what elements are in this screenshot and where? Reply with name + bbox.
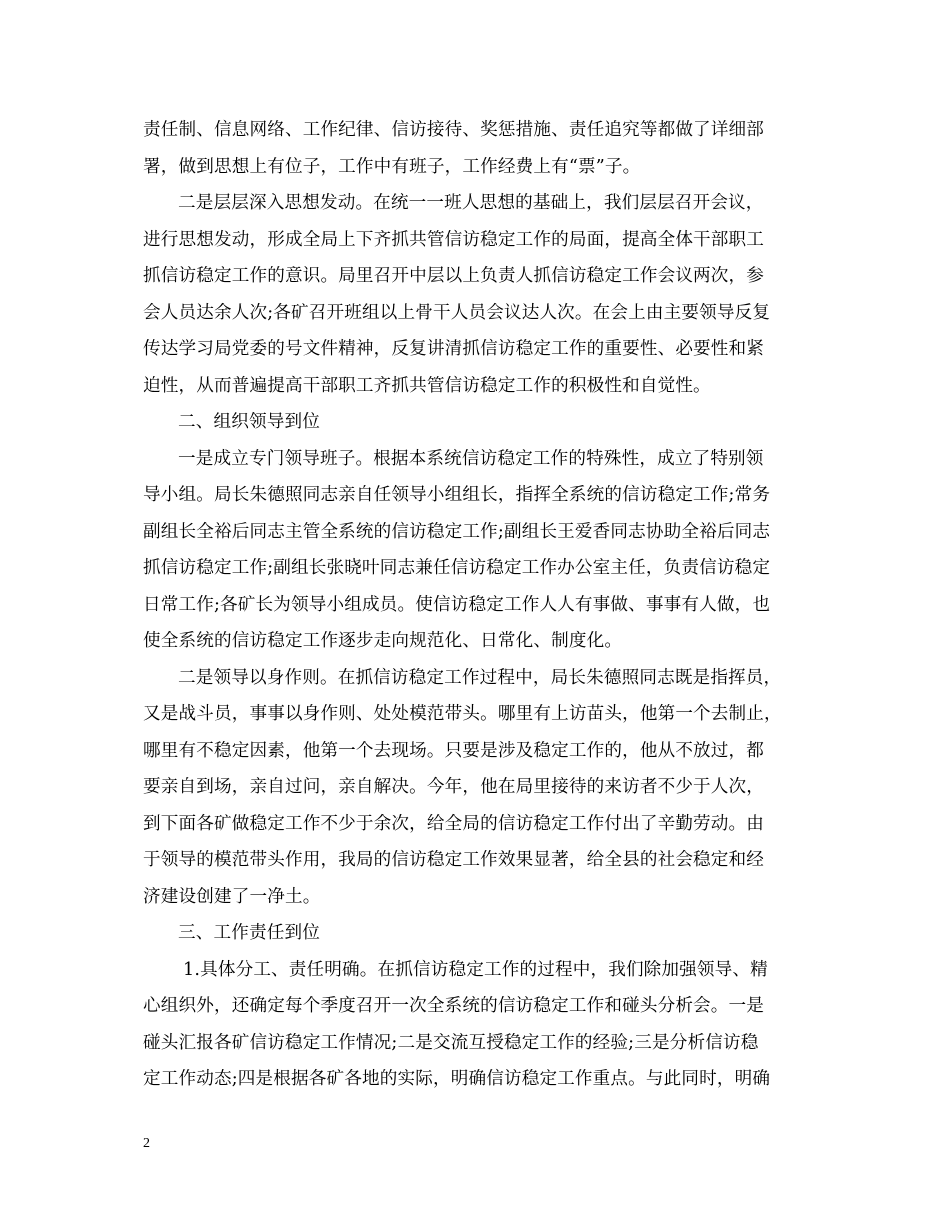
text-line: 三、工作责任到位 [178,923,320,943]
text-line: 心组织外，还确定每个季度召开一次全系统的信访稳定工作和碰头分析会。一是 [143,996,765,1016]
text-line: 二是领导以身作则。在抓信访稳定工作过程中，局长朱德照同志既是指挥员， [178,667,782,688]
text-line: 到下面各矿做稳定工作不少于余次，给全局的信访稳定工作付出了辛勤劳动。由 [143,813,765,834]
text-line: 济建设创建了一净土。 [143,886,321,907]
text-line: 抓信访稳定工作;副组长张晓叶同志兼任信访稳定工作办公室主任，负责信访稳定 [143,558,771,578]
text-line: 副组长全裕后同志主管全系统的信访稳定工作;副组长王爱香同志协助全裕后同志 [143,521,771,542]
text-line: 日常工作;各矿长为领导小组成员。使信访稳定工作人人有事做、事事有人做，也 [143,594,771,615]
text-line: 署，做到思想上有位子，工作中有班子，工作经费上有“票”子。 [143,156,641,177]
page-number: 2 [143,1136,150,1151]
text-line: 责任制、信息网络、工作纪律、信访接待、奖惩措施、责任追究等都做了详细部 [143,120,765,140]
text-line: 抓信访稳定工作的意识。局里召开中层以上负责人抓信访稳定工作会议两次，参 [143,266,765,286]
text-line: 定工作动态;四是根据各矿各地的实际，明确信访稳定工作重点。与此同时，明确 [143,1069,771,1089]
text-line: 迫性，从而普遍提高干部职工齐抓共管信访稳定工作的积极性和自觉性。 [143,375,711,396]
text-line: 于领导的模范带头作用，我局的信访稳定工作效果显著，给全县的社会稳定和经 [143,850,765,870]
text-line: 1.具体分工、责任明确。在抓信访稳定工作的过程中，我们除加强领导、精 [183,959,768,980]
text-line: 二是层层深入思想发动。在统一一班人思想的基础上，我们层层召开会议， [178,193,764,213]
text-line: 进行思想发动，形成全局上下齐抓共管信访稳定工作的局面，提高全体干部职工 [143,229,765,250]
text-line: 要亲自到场，亲自过问，亲自解决。今年，他在局里接待的来访者不少于人次， [143,777,765,797]
text-line: 又是战斗员，事事以身作则、处处模范带头。哪里有上访苗头，他第一个去制止， [143,704,782,724]
text-line: 使全系统的信访稳定工作逐步走向规范化、日常化、制度化。 [143,631,623,651]
text-line: 二、组织领导到位 [178,412,320,432]
text-line: 导小组。局长朱德照同志亲自任领导小组组长，指挥全系统的信访稳定工作;常务 [143,485,771,505]
body-text [143,112,808,1098]
text-line: 一是成立专门领导班子。根据本系统信访稳定工作的特殊性，成立了特别领 [178,448,764,469]
text-line: 哪里有不稳定因素，他第一个去现场。只要是涉及稳定工作的，他从不放过，都 [143,740,765,761]
text-line: 传达学习局党委的号文件精神，反复讲清抓信访稳定工作的重要性、必要性和紧 [143,339,765,359]
text-line: 会人员达余人次;各矿召开班组以上骨干人员会议达人次。在会上由主要领导反复 [143,302,771,323]
text-line: 碰头汇报各矿信访稳定工作情况;二是交流互授稳定工作的经验;三是分析信访稳 [143,1032,759,1053]
